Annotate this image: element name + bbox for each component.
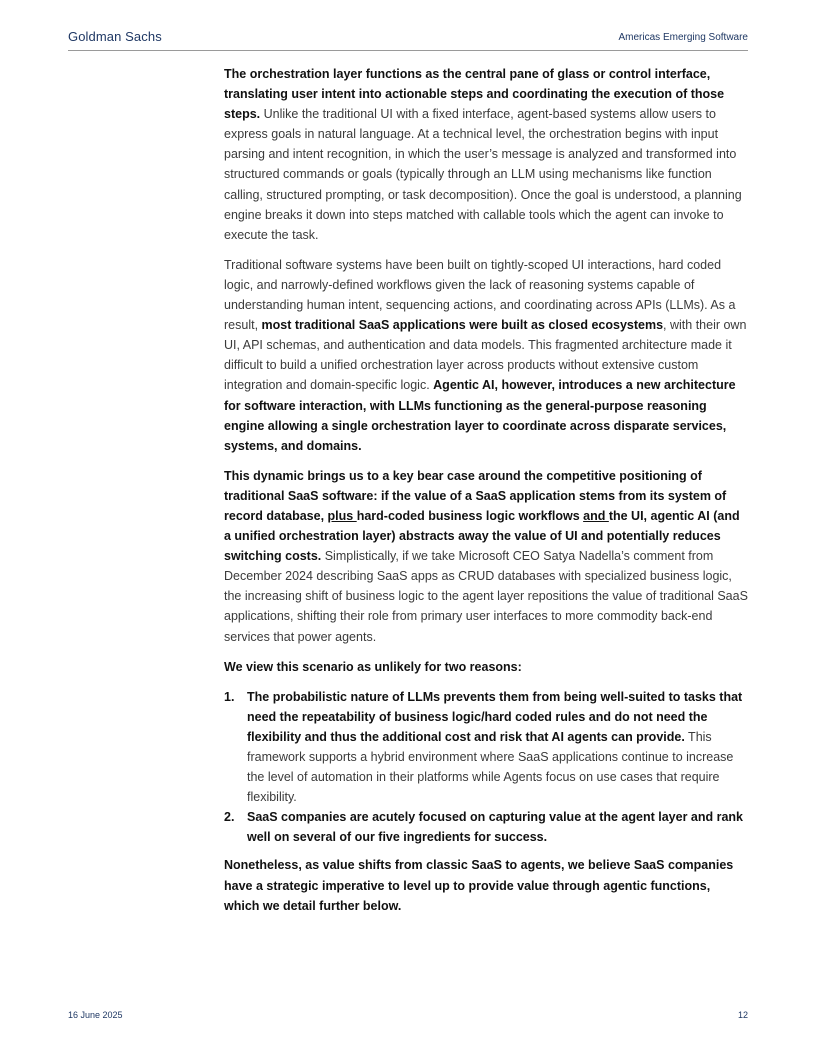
paragraph-text: , with their own UI, API schemas, and authentication and data models. This fragmented architecture made it difficult to build a unified orchestration layer across products without extensive custom integration and domain-specific logic.	[224, 318, 747, 393]
reasons-list	[224, 687, 748, 848]
paragraph-text: This framework supports a hybrid environment where SaaS applications continue to increase the level of automation in their platforms while Agents focus on use cases that require flexibility.	[247, 729, 734, 805]
paragraph-conclusion	[224, 855, 748, 915]
paragraph-traditional-software	[224, 255, 748, 456]
paragraph-orchestration	[224, 64, 748, 245]
header-divider	[68, 50, 748, 51]
underlined-text: and	[583, 508, 609, 523]
bold-text: The probabilistic nature of LLMs prevents them from being well-suited to tasks that need the repeatability of business logic/hard coded rules and do not need the flexibility and thus the additional cost and risk that AI agents can provide.	[247, 689, 743, 744]
bold-text: the UI, agentic AI (and a unified orchestration layer) abstracts away the value of UI and potentially reduces switching costs.	[224, 508, 740, 564]
underlined-text: plus	[327, 508, 357, 523]
bold-text: hard-coded business logic workflows	[356, 508, 584, 523]
bold-text: We view this scenario as unlikely for two reasons:	[224, 659, 522, 674]
bold-text: SaaS companies are acutely focused on capturing value at the agent layer and rank well on several of our five ingredients for success.	[247, 810, 744, 845]
list-item	[224, 687, 748, 808]
list-number: 2.	[224, 810, 235, 825]
bold-text: Nonetheless, as value shifts from classic SaaS to agents, we believe SaaS companies have a strategic imperative to level up to provide value through agentic functions, which we detail further below.	[224, 858, 734, 913]
list-item	[224, 807, 748, 847]
bold-text: most traditional SaaS applications were built as closed ecosystems	[261, 318, 664, 333]
paragraph-bear-case	[224, 466, 748, 647]
bold-text: Agentic AI, however, introduces a new architecture for software interaction, with LLMs functioning as the general-purpose reasoning engine allowing a single orchestration layer to coordinate across disparate services, systems, and domains.	[224, 378, 736, 453]
body-content	[224, 64, 748, 926]
paragraph-text: Unlike the traditional UI with a fixed interface, agent-based systems allow users to express goals in natural language. At a technical level, the orchestration begins with input parsing and intent recognition, in which the user’s message is analyzed and transformed into structured commands or goals (typically through an LLM using mechanisms like function calling, structured prompting, or task decomposition). Once the goal is understood, a planning engine breaks it down into steps matched with callable tools which the agent can invoke to execute the task.	[224, 107, 742, 242]
paragraph-scenario-heading	[224, 657, 748, 677]
page-number: 12	[737, 1010, 748, 1020]
list-number: 1.	[224, 689, 235, 704]
paragraph-text: Simplistically, if we take Microsoft CEO Satya Nadella’s comment from December 2024 describing SaaS apps as CRUD databases with specialized business logic, the increasing shift of business logic to the agent layer repositions the value of traditional SaaS applications, shifting their role from primary user interfaces to more commodity back-end services that power agents.	[224, 549, 748, 644]
bold-text: This dynamic brings us to a key bear case around the competitive positioning of traditional SaaS software: if the value of a SaaS application stems from its system of record database,	[224, 468, 727, 523]
paragraph-text: Traditional software systems have been built on tightly-scoped UI interactions, hard coded logic, and narrowly-defined workflows given the lack of reasoning systems capable of understanding human intent, sequencing actions, and coordinating across APIs (LLMs). As a result,	[224, 257, 736, 333]
header-brand: Goldman Sachs	[68, 29, 162, 44]
footer-date: 16 June 2025	[68, 1010, 123, 1020]
header-section-title: Americas Emerging Software	[618, 32, 748, 43]
bold-lead: The orchestration layer functions as the central pane of glass or control interface, translating user intent into actionable steps and coordinating the execution of those steps.	[224, 67, 725, 122]
